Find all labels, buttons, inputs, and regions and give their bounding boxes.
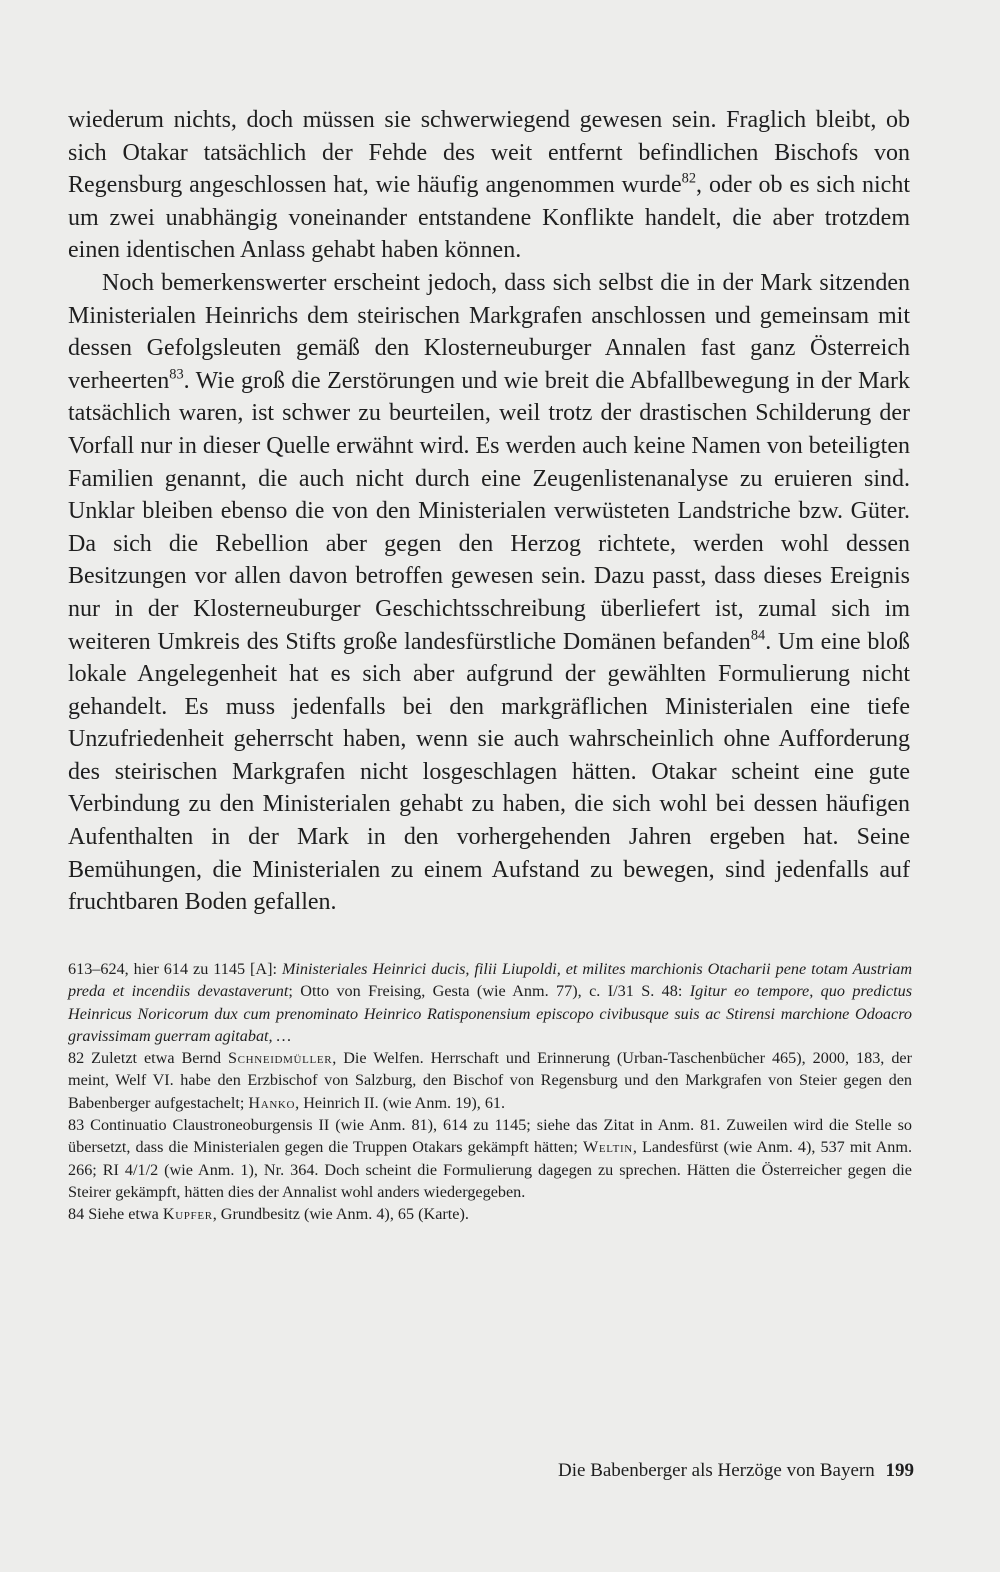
footnote-ref-82[interactable]: 82	[681, 170, 697, 187]
footnote-ref-84[interactable]: 84	[750, 627, 766, 644]
footnote-cont-text-2: ; Otto von Freising, Gesta (wie Anm. 77), c. I/31 S. 48:	[288, 982, 690, 1001]
paragraph-2	[68, 267, 910, 919]
page-number: 199	[885, 1460, 914, 1481]
footnote-ref-83[interactable]: 83	[169, 366, 184, 383]
footnote-number: 82	[68, 1049, 85, 1068]
paragraph-1-text-cont: , oder ob es sich nicht um zwei unabhängig voneinander entstandene Konflikte handelt, die aber trotzdem einen identischen Anlass gehabt haben können.	[68, 172, 910, 264]
footnote-text: , Heinrich II. (wie Anm. 19), 61.	[295, 1093, 506, 1112]
footnote-83	[68, 1114, 912, 1203]
running-title: Die Babenberger als Herzöge von Bayern	[558, 1460, 875, 1481]
paragraph-2-text: Noch bemerkenswerter erscheint jedoch, dass sich selbst die in der Mark sitzenden Ministerialen Heinrichs dem steirischen Markgrafen anschlossen und gemeinsam mit dessen Gefolgsleuten gemäß den Klosterneuburger Annalen fast ganz Österreich verheerten	[68, 269, 910, 394]
author-name: Kupfer	[162, 1205, 213, 1224]
running-footer	[558, 1460, 914, 1482]
footnote-number: 83	[68, 1116, 85, 1135]
paragraph-2-text-cont: . Wie groß die Zerstörungen und wie breit die Abfallbewegung in der Mark tatsächlich waren, ist schwer zu beurteilen, weil trotz der drastischen Schilderung der Vorfall nur in dieser Quelle erwähnt wird. Es werden auch keine Namen von beteiligten Familien genannt, die auch nicht durch eine Zeugenlistenanalyse zu eruieren sind. Unklar bleiben ebenso die von den Ministerialen verwüsteten Landstriche bzw. Güter. Da sich die Rebellion aber gegen den Herzog richtete, werden wohl dessen Besitzungen vor allen davon betroffen gewesen sein. Dazu passt, dass dieses Ereignis nur in der Klosterneuburger Geschichtsschreibung überliefert ist, zumal sich im weiteren Umkreis des Stifts große landesfürstliche Domänen befanden	[68, 367, 910, 655]
footnote-text: Zuletzt etwa Bernd	[84, 1049, 229, 1068]
footnotes	[68, 958, 912, 1226]
paragraph-1	[68, 104, 910, 267]
footnote-cont-quote-2: Igitur eo tempore, quo predictus Heinricus Noricorum dux cum prenominato Heinrico Ratisponensium episcopo civibusque suis ac Stirensi marchione Odoacro gravissimam guerram agitabat, …	[68, 982, 912, 1045]
footnote-continued	[68, 958, 912, 1047]
main-text	[68, 104, 910, 919]
footnote-82	[68, 1047, 912, 1114]
footnote-cont-quote-1: Ministeriales Heinrici ducis, filii Liupoldi, et milites marchionis Otacharii pene totam Austriam preda et incendiis devastaverunt	[68, 960, 913, 1001]
footnote-number: 84	[68, 1205, 85, 1224]
footnote-cont-text: 613–624, hier 614 zu 1145 [A]:	[68, 960, 282, 978]
footnote-text: , Landesfürst (wie Anm. 4), 537 mit Anm. 266; RI 4/1/2 (wie Anm. 1), Nr. 364. Doch scheint die Formulierung dagegen zu sprechen. Hätten die Österreicher gegen die Steirer gekämpft, hätten dies der Annalist wohl anders wiedergegeben.	[68, 1138, 912, 1201]
paragraph-2-text-end: . Um eine bloß lokale Angelegenheit hat es sich aber aufgrund der gewählten Formulierung nicht gehandelt. Es muss jedenfalls bei den markgräflichen Ministerialen eine tiefe Unzufriedenheit geherrscht haben, wenn sie auch wahrscheinlich ohne Aufforderung des steirischen Markgrafen nicht losgeschlagen hätten. Otakar scheint eine gute Verbindung zu den Ministerialen gehabt zu haben, die sich wohl bei dessen häufigen Aufenthalten in der Mark in den vorhergehenden Jahren ergeben hat. Seine Bemühungen, die Ministerialen zu einem Aufstand zu bewegen, sind jedenfalls auf fruchtbaren Boden gefallen.	[68, 628, 910, 916]
footnote-84	[68, 1203, 912, 1225]
footnote-text: Siehe etwa	[84, 1205, 163, 1224]
author-name: Weltin	[582, 1138, 633, 1157]
footnote-text: , Grundbesitz (wie Anm. 4), 65 (Karte).	[212, 1205, 469, 1224]
footnote-text: Continuatio Claustroneoburgensis II (wie Anm. 81), 614 zu 1145; siehe das Zitat in Anm. 81. Zuweilen wird die Stelle so übersetzt, dass die Ministerialen gegen die Truppen Otakars gekämpft hätten;	[68, 1116, 912, 1157]
author-name: Schneidmüller	[228, 1049, 333, 1068]
author-name: Hanko	[248, 1093, 296, 1112]
footnote-text: , Die Welfen. Herrschaft und Erinnerung (Urban-Taschenbücher 465), 2000, 183, der meint, Welf VI. habe den Erzbischof von Salzburg, den Bischof von Regensburg und den Markgrafen von Steier gegen den Babenberger aufgestachelt;	[68, 1049, 912, 1112]
paragraph-1-text: wiederum nichts, doch müssen sie schwerwiegend gewesen sein. Fraglich bleibt, ob sich Otakar tatsächlich der Fehde des weit entfernt befindlichen Bischofs von Regensburg angeschlossen hat, wie häufig angenommen wurde	[68, 107, 910, 199]
